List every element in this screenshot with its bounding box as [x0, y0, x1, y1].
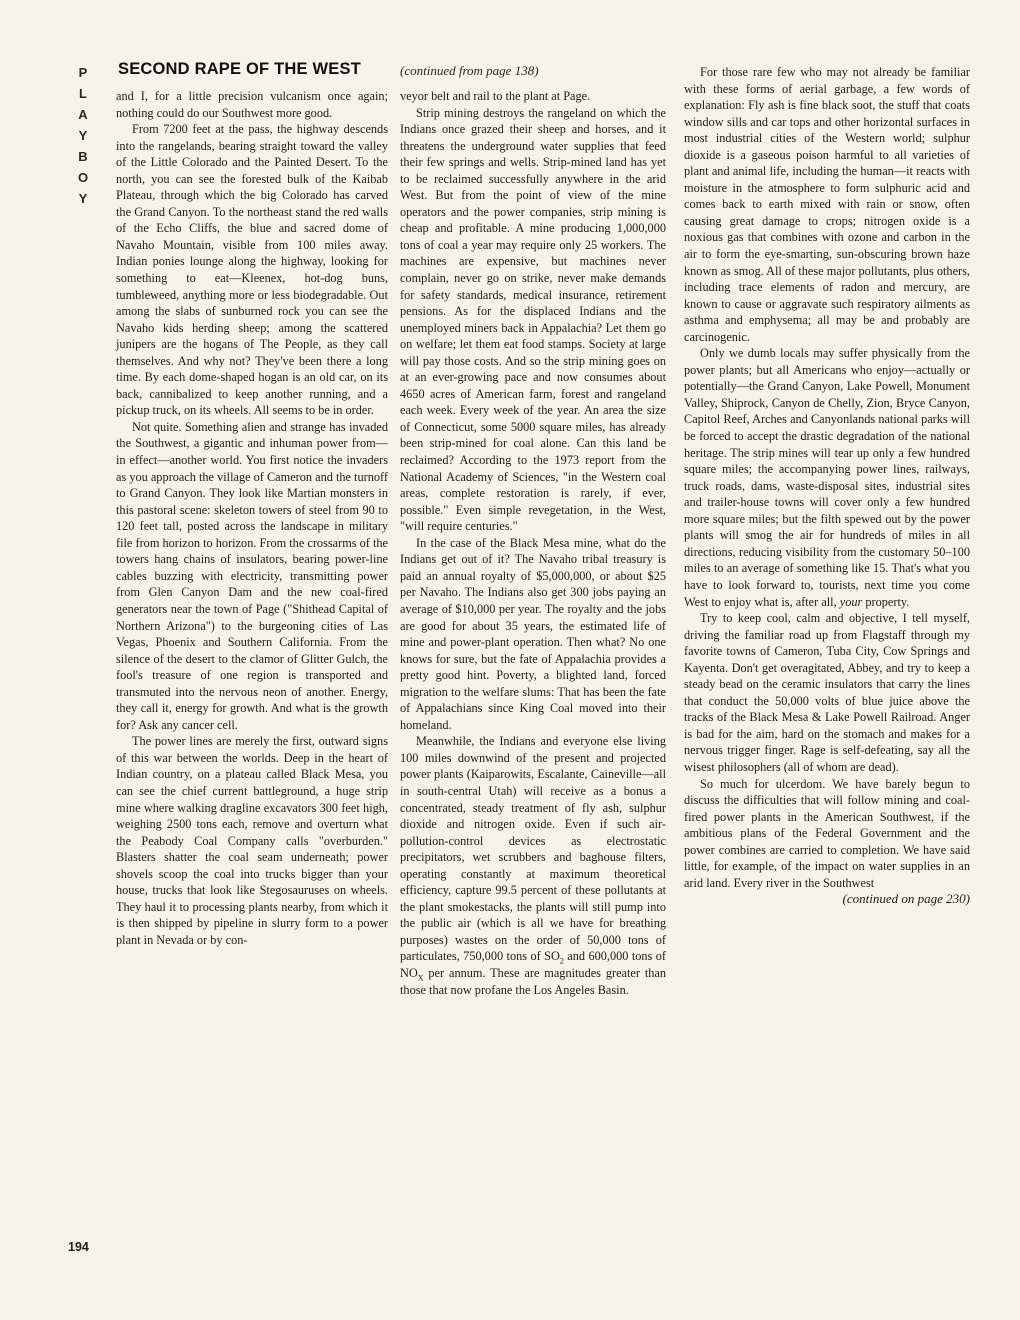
emphasis: your [839, 594, 863, 609]
paragraph: Not quite. Something alien and strange has invaded the Southwest, a gigantic and inhuman power from—in effect—another world. You first notice the invaders as you approach the village of Cameron and the turnoff to Grand Canyon. They look like Martian monsters in this pastoral scene: skeleton towers of steel from 90 to 120 feet tall, posted across the landscape in military file from horizon to horizon. From the crossarms of the towers hang chains of insulators, bearing power-line cables buzzing with electricity, transmitting power from Glen Canyon Dam and the new coal-fired generators near the town of Page ("Shithead Capital of Northern Arizona") to the burgeoning cities of Las Vegas, Phoenix and Southern California. From the silence of the desert to the clamor of Glitter Gulch, the fool's treasure of one region is transported and transmuted into the nervous neon of another. Energy, they call it, energy for growth. And what is the growth for? Ask any cancer cell. [116, 419, 388, 732]
paragraph-text: Only we dumb locals may suffer physically from the power plants; but all Americans who enjoy—actually or potentially—the Grand Canyon, Lake Powell, Monument Valley, Shiprock, Canyon de Chelly, Zion, Bryce Canyon, Capitol Reef, Arches and Canyonlands national parks will be forced to accept the drastic degradation of the national heritage. The strip mines will tear up only a few hundred square miles; the accompanying power lines, railways, truck roads, dams, waste-disposal sites, industrial sites and trailer-house towns will cover only a few hundred more square miles; but the filth spewed out by the power plants will smog the air for hundreds of miles in all directions, reducing visibility from the customary 50–100 miles to an average of something like 15. That's what you have to look forward to, tourists, next time you come West to enjoy what is, after all, [684, 346, 970, 609]
paragraph-text: Meanwhile, the Indians and everyone else living 100 miles downwind of the present and projected power plants (Kaiparowits, Escalante, Caineville—all in south-central Utah) will receive as a bonus a concentrated, steady treatment of fly ash, sulphur dioxide and nitrogen oxide. Even if such air-pollution-control devices as electrostatic precipitators, wet scrubbers and baghouse filters, operating constantly at maximum theoretical efficiency, capture 99.5 percent of these pollutants at the plant smokestacks, the plants will still pump into the public air (which is all we have for breathing purposes) wastes on the order of 50,000 tons of particulates, 750,000 tons of SO [400, 734, 666, 964]
paragraph [684, 345, 970, 610]
magazine-letter: Y [78, 128, 88, 143]
paragraph: Strip mining destroys the rangeland on which the Indians once grazed their sheep and horses, and it threatens the underground water supplies that feed their few springs and wells. Strip-mined land has yet to be reclaimed successfully anywhere in the arid West. But from the point of view of the mine operators and the power companies, strip mining is cheap and profitable. A mine producing 1,000,000 tons of coal a year may require only 25 workers. The machines are expensive, but machines never complain, never go on strike, never make demands for safety standards, medical insurance, retirement pensions. As for the displaced Indians and the unemployed miners back in Appalachia? Let them go on welfare; let them eat food stamps. Society at large will pay those costs. And so the strip mining goes on at an ever-growing pace and now consumes about 4650 acres of American farm, forest and rangeland each week. Every week of the year. An area the size of Connecticut, some 5000 square miles, has already been strip-mined for coal alone. Can this land be reclaimed? According to the 1973 report from the National Academy of Sciences, "in the Western coal areas, complete restoration is rarely, if ever, possible." Even simple revegetation, in the West, "will require centuries." [400, 105, 666, 534]
magazine-letter: Y [78, 191, 88, 206]
paragraph: and I, for a little precision vulcanism once again; nothing could do our Southwest more good. [116, 89, 388, 120]
paragraph: From 7200 feet at the pass, the highway descends into the rangelands, bearing straight toward the valley of the Little Colorado and the Painted Desert. To the north, you can see the forested bulk of the Kaibab Plateau, through which the big Colorado has carved the Grand Canyon. To the northeast stand the red walls of the Echo Cliffs, the blue and sacred dome of Navaho Mountain, visible from 100 miles away. Indian ponies lounge along the highway, looking for something to eat—Kleenex, hot-dog buns, tumbleweed, anything more or less biodegradable. Out among the slabs of sunburned rock you can see the Navaho kids herding sheep; among the scattered junipers are the hogans of The People, as they call themselves. And why not? They've been there a long time. By each dome-shaped hogan is an old car, on its back, cannibalized to keep another running, and a pickup truck, on its wheels. All seems to be in order. [116, 122, 388, 418]
subscript: X [417, 973, 424, 983]
paragraph: For those rare few who may not already be familiar with these forms of aerial garbage, a few words of explanation: Fly ash is fine black soot, the stuff that coats window sills and car tops and other horizontal surfaces in most industrial cities of the Western world; sulphur dioxide is a gaseous poison harmful to all varieties of plant and animal life, including the human—it reacts with moisture in the atmosphere to form sulphuric acid and comes back to earth mixed with rain or snow, often causing great damage to crops; nitrogen oxide is a noxious gas that combines with ozone and carbon in the air to form the eye-smarting, sun-obscuring brown haze known as smog. All of these major pollutants, plus others, including trace elements of radon and mercury, are known to cause or aggravate such respiratory ailments as asthma and emphysema; all may be and probably are carcinogenic. [684, 65, 970, 344]
page-number: 194 [68, 1240, 89, 1254]
magazine-letter: A [78, 107, 88, 122]
continued-from-note: (continued from page 138) [400, 63, 539, 78]
paragraph [400, 733, 666, 998]
magazine-letter: P [78, 65, 88, 80]
continued-on-note: (continued on page 230) [842, 891, 970, 907]
paragraph: The power lines are merely the first, outward signs of this war between the worlds. Deep in the heart of Indian country, on a plateau called Black Mesa, you can see the chief current battleground, a huge strip mine where walking dragline excavators 300 feet high, weighing 2500 tons each, remove and overturn what the Peabody Coal Company calls "overburden." Blasters shatter the coal seam underneath; power shovels scoop the coal into trucks bigger than your house, trucks that look like Stegosauruses on wheels. They haul it to processing plants nearby, from which it is then shipped by pipeline in slurry form to a power plant in Nevada or by con- [116, 734, 388, 947]
magazine-letter: L [79, 86, 87, 101]
paragraph: veyor belt and rail to the plant at Page. [400, 89, 591, 103]
text-column-1 [116, 88, 388, 948]
paragraph-text: and 600,000 tons of NO [400, 949, 666, 980]
paragraph-text: per annum. These are magnitudes greater than those that now profane the Los Angeles Basin. [400, 965, 666, 997]
magazine-name-vertical [72, 62, 94, 209]
article-title: SECOND RAPE OF THE WEST [118, 60, 361, 78]
text-column-2 [400, 88, 666, 998]
magazine-letter: B [78, 149, 88, 164]
paragraph: So much for ulcerdom. We have barely begun to discuss the difficulties that will follow mining and coal-fired power plants in the American Southwest, if the ambitious plans of the Federal Government and the power combines are carried to completion. We have said little, for example, of the impact on water supplies in an arid land. Every river in the Southwest [684, 776, 970, 890]
subscript: 2 [559, 956, 564, 966]
paragraph: In the case of the Black Mesa mine, what do the Indians get out of it? The Navaho tribal treasury is paid an annual royalty of $5,000,000, or about $25 per Navaho. The Indians also get 300 jobs paying an average of $10,000 per year. The royalty and the jobs are good for about 35 years, the estimated life of mine and power-plant operation. Then what? No one knows for sure, but the fate of Appalachia provides a pretty good hint. Poverty, a blighted land, forced migration to the welfare slums: That has been the fate of Appalachians since King Coal moved into their homeland. [400, 535, 666, 732]
paragraph: Try to keep cool, calm and objective, I tell myself, driving the familiar road up from Flagstaff through my favorite towns of Cameron, Tuba City, Cow Springs and Kayenta. Don't get overagitated, Abbey, and try to keep a steady bead on the ceramic insulators that carry the lines that conduct the 50,000 volts of blue juice above the tracks of the Black Mesa & Lake Powell Railroad. Anger is bad for the aim, hard on the stomach and makes for a nervous trigger finger. Rage is self-defeating, say all the wisest philosophers (all of whom are dead). [684, 611, 970, 774]
magazine-letter: O [77, 170, 89, 185]
text-column-3 [684, 64, 970, 908]
paragraph-text: property. [862, 594, 910, 609]
